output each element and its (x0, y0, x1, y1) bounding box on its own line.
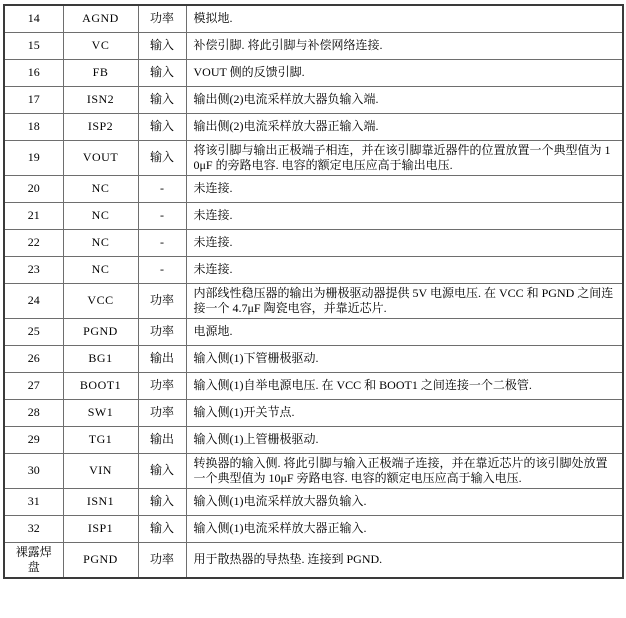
pin-description-cell: 输出侧(2)电流采样放大器负输入端. (186, 86, 623, 113)
table-row (4, 229, 623, 256)
table-row (4, 283, 623, 318)
table-row (4, 372, 623, 399)
pin-name-cell: NC (63, 229, 138, 256)
pin-type-cell: 输入 (138, 515, 186, 542)
pin-type-cell: 功率 (138, 399, 186, 426)
pin-type-cell: 输入 (138, 113, 186, 140)
table-row (4, 140, 623, 175)
pin-name-cell: ISP1 (63, 515, 138, 542)
pin-name-cell: TG1 (63, 426, 138, 453)
pin-name-cell: NC (63, 175, 138, 202)
pin-number-cell: 20 (4, 175, 63, 202)
pin-description-cell: 输入侧(1)开关节点. (186, 399, 623, 426)
pin-number-cell: 16 (4, 59, 63, 86)
pin-name-cell: ISP2 (63, 113, 138, 140)
pin-table-body (4, 5, 623, 578)
pin-description-cell: 输入侧(1)下管栅极驱动. (186, 345, 623, 372)
table-row (4, 318, 623, 345)
pin-description-cell: 输入侧(1)自举电源电压. 在 VCC 和 BOOT1 之间连接一个二极管. (186, 372, 623, 399)
pin-number-cell: 24 (4, 283, 63, 318)
pin-number-cell: 25 (4, 318, 63, 345)
pin-type-cell: - (138, 175, 186, 202)
pin-type-cell: 输入 (138, 488, 186, 515)
pin-type-cell: 输入 (138, 86, 186, 113)
pin-number-cell: 14 (4, 5, 63, 32)
table-row (4, 542, 623, 578)
table-row (4, 488, 623, 515)
pin-description-cell: 未连接. (186, 229, 623, 256)
pin-name-cell: NC (63, 202, 138, 229)
pin-type-cell: 输出 (138, 345, 186, 372)
pin-description-cell: 未连接. (186, 256, 623, 283)
pin-name-cell: VCC (63, 283, 138, 318)
pin-name-cell: ISN2 (63, 86, 138, 113)
pin-type-cell: 输入 (138, 32, 186, 59)
table-row (4, 59, 623, 86)
table-row (4, 32, 623, 59)
pin-number-cell: 15 (4, 32, 63, 59)
pin-description-cell: 输出侧(2)电流采样放大器正输入端. (186, 113, 623, 140)
pin-description-cell: 补偿引脚. 将此引脚与补偿网络连接. (186, 32, 623, 59)
pin-type-cell: - (138, 256, 186, 283)
table-row (4, 86, 623, 113)
pin-name-cell: ISN1 (63, 488, 138, 515)
pin-description-cell: 电源地. (186, 318, 623, 345)
pin-type-cell: 功率 (138, 372, 186, 399)
pin-type-cell: 输出 (138, 426, 186, 453)
pin-description-cell: 输入侧(1)电流采样放大器正输入. (186, 515, 623, 542)
pin-name-cell: PGND (63, 318, 138, 345)
pin-name-cell: VIN (63, 453, 138, 488)
pin-number-cell: 26 (4, 345, 63, 372)
pin-description-cell: 输入侧(1)上管栅极驱动. (186, 426, 623, 453)
pin-number-cell: 28 (4, 399, 63, 426)
pin-name-cell: BG1 (63, 345, 138, 372)
table-row (4, 515, 623, 542)
pin-number-cell: 27 (4, 372, 63, 399)
pin-number-cell: 23 (4, 256, 63, 283)
pin-type-cell: 输入 (138, 59, 186, 86)
pin-type-cell: 功率 (138, 5, 186, 32)
pin-number-cell: 裸露焊盘 (4, 542, 63, 578)
pin-description-cell: 内部线性稳压器的输出为栅极驱动器提供 5V 电源电压. 在 VCC 和 PGND 之间连接一个 4.7μF 陶瓷电容，并靠近芯片. (186, 283, 623, 318)
pin-number-cell: 31 (4, 488, 63, 515)
pin-description-cell: 用于散热器的导热垫. 连接到 PGND. (186, 542, 623, 578)
pin-type-cell: - (138, 202, 186, 229)
pin-number-cell: 19 (4, 140, 63, 175)
pin-description-cell: 未连接. (186, 202, 623, 229)
table-row (4, 345, 623, 372)
pin-name-cell: FB (63, 59, 138, 86)
pin-function-table (3, 4, 624, 579)
table-row (4, 175, 623, 202)
pin-name-cell: VC (63, 32, 138, 59)
pin-name-cell: AGND (63, 5, 138, 32)
pin-number-cell: 32 (4, 515, 63, 542)
pin-type-cell: 输入 (138, 140, 186, 175)
pin-number-cell: 30 (4, 453, 63, 488)
pin-number-cell: 22 (4, 229, 63, 256)
pin-description-cell: 将该引脚与输出正极端子相连，并在该引脚靠近器件的位置放置一个典型值为 10μF 的旁路电容. 电容的额定电压应高于输出电压. (186, 140, 623, 175)
pin-name-cell: PGND (63, 542, 138, 578)
pin-number-cell: 17 (4, 86, 63, 113)
pin-name-cell: BOOT1 (63, 372, 138, 399)
pin-type-cell: 功率 (138, 283, 186, 318)
pin-type-cell: 输入 (138, 453, 186, 488)
pin-type-cell: - (138, 229, 186, 256)
pin-name-cell: NC (63, 256, 138, 283)
table-row (4, 113, 623, 140)
pin-description-cell: 转换器的输入侧. 将此引脚与输入正极端子连接，并在靠近芯片的该引脚处放置一个典型值为 10μF 旁路电容. 电容的额定电压应高于输入电压. (186, 453, 623, 488)
pin-number-cell: 29 (4, 426, 63, 453)
table-row (4, 5, 623, 32)
pin-description-cell: 未连接. (186, 175, 623, 202)
table-row (4, 453, 623, 488)
table-row (4, 426, 623, 453)
pin-description-cell: 模拟地. (186, 5, 623, 32)
table-row (4, 256, 623, 283)
table-row (4, 399, 623, 426)
pin-description-cell: VOUT 侧的反馈引脚. (186, 59, 623, 86)
table-row (4, 202, 623, 229)
pin-number-cell: 21 (4, 202, 63, 229)
pin-type-cell: 功率 (138, 318, 186, 345)
pin-name-cell: SW1 (63, 399, 138, 426)
pin-description-cell: 输入侧(1)电流采样放大器负输入. (186, 488, 623, 515)
pin-name-cell: VOUT (63, 140, 138, 175)
pin-number-cell: 18 (4, 113, 63, 140)
pin-type-cell: 功率 (138, 542, 186, 578)
